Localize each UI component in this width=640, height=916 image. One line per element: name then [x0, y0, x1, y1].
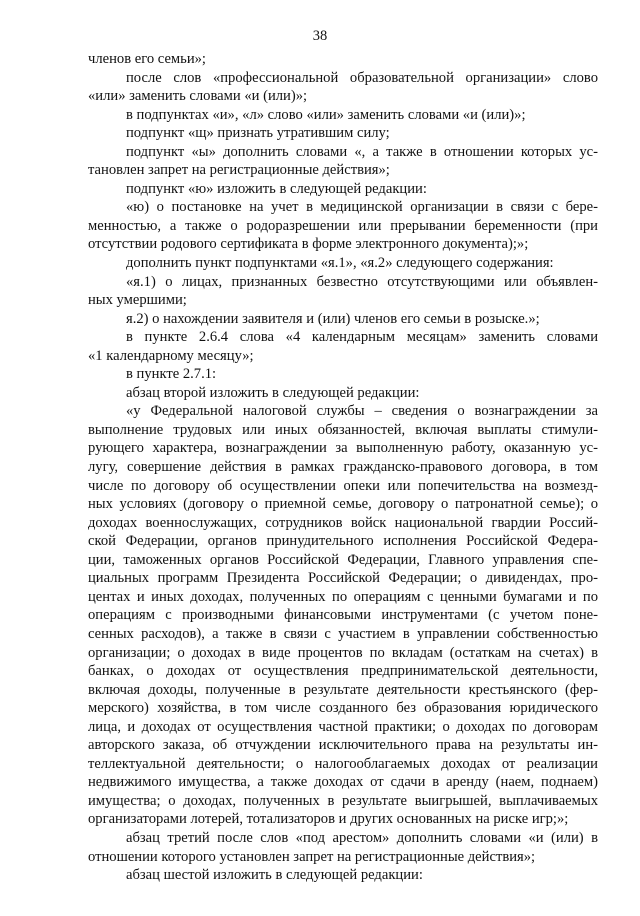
text-line: авторского заказа, об отчуждении исключительного права на результаты ин- — [88, 737, 598, 754]
text-line: отсутствии родового сертификата в форме электронного документа);»; — [88, 236, 529, 253]
text-line: ской Федерации, органов принудительного исполнения Российской Федера- — [88, 533, 598, 550]
text-line: теллектуальной деятельности; о налогооблагаемых доходах от реализации — [88, 755, 598, 772]
text-line: подпункт «ы» дополнить словами «, а также в отношении которых ус- — [126, 143, 598, 160]
text-line: доходах военнослужащих, сотрудников войск национальной гвардии Россий- — [88, 514, 598, 531]
text-line: числе по договору об осуществлении опеки или попечительства на возмезд- — [88, 477, 598, 494]
text-line: мерского) хозяйства, в том числе созданного без образования юридического — [88, 700, 598, 717]
text-line: в пункте 2.7.1: — [126, 366, 217, 383]
text-line: отношении которого установлен запрет на регистрационные действия»; — [88, 848, 536, 865]
text-line: «я.1) о лицах, признанных безвестно отсутствующими или объявлен- — [126, 273, 598, 290]
text-line: после слов «профессиональной образовательной организации» слово — [126, 69, 598, 86]
text-line: членов его семьи»; — [88, 51, 206, 67]
text-line: недвижимого имущества, а также доходах от сдачи в аренду (наем, поднаем) — [88, 774, 598, 791]
text-line: включая доходы, полученные в результате деятельности крестьянского (фер- — [88, 681, 598, 698]
text-line: организаторами лотерей, тотализаторов и других основанных на риске игр;»; — [88, 811, 569, 828]
page-number: 38 — [312, 28, 328, 44]
text-line: лугу, совершение действия в рамках гражданско-правового договора, в том — [88, 459, 598, 476]
text-line: циальных программ Президента Российской Федерации; о дивидендах, про- — [88, 570, 598, 587]
text-line: ных условиях (договору о приемной семье, договору о патронатной семье); о — [88, 496, 598, 513]
text-line: я.2) о нахождении заявителя и (или) членов его семьи в розыске.»; — [126, 310, 540, 327]
text-line: имущества; о доходах, полученных в результате выигрышей, выплачиваемых — [88, 792, 598, 809]
text-line: организации; о доходах в виде процентов по вкладам (остаткам на счетах) в — [88, 644, 598, 661]
text-line: центах и иных доходах, полученных по операциям с ценными бумагами и по — [88, 588, 598, 605]
text-line: абзац третий после слов «под арестом» дополнить словами «и (или) в — [126, 829, 598, 846]
text-line: рующего характера, вознаграждении за выполненную работу, оказанную ус- — [88, 440, 598, 457]
text-line: «1 календарному месяцу»; — [88, 347, 254, 364]
text-line: абзац второй изложить в следующей редакции: — [126, 384, 420, 401]
document-body — [88, 50, 598, 885]
text-line: сенных расходов), а также в связи с участием в управлении собственностью — [88, 625, 598, 642]
text-line: абзац шестой изложить в следующей редакции: — [126, 867, 423, 884]
text-line: «или» заменить словами «и (или)»; — [88, 88, 308, 105]
text-line: дополнить пункт подпунктами «я.1», «я.2» следующего содержания: — [126, 255, 554, 272]
text-line: ных умершими; — [88, 292, 187, 309]
text-line: операциям с производными финансовыми инструментами (с учетом поне- — [88, 607, 598, 624]
text-line: подпункт «ю» изложить в следующей редакции: — [126, 180, 427, 197]
text-line: «ю) о постановке на учет в медицинской организации в связи с бере- — [126, 199, 598, 216]
text-line: банках, о доходах от осуществления предпринимательской деятельности, — [88, 663, 598, 680]
text-line: менностью, а также о родоразрешении или прерывании беременности (при — [88, 217, 598, 234]
text-line: подпункт «щ» признать утратившим силу; — [126, 125, 390, 142]
text-line: выполнение трудовых или иных обязанностей, включая выплаты стимули- — [88, 421, 598, 438]
text-line: ции, таможенных органов Российской Федерации, Главного управления спе- — [88, 551, 598, 568]
text-line: лица, и доходах от осуществления частной практики; о доходах по договорам — [88, 718, 598, 735]
text-line: тановлен запрет на регистрационные действия»; — [88, 162, 390, 179]
text-line: «у Федеральной налоговой службы – сведения о вознаграждении за — [126, 403, 598, 420]
text-line: в пункте 2.6.4 слова «4 календарным месяцам» заменить словами — [126, 329, 598, 346]
text-line: в подпунктах «и», «л» слово «или» заменить словами «и (или)»; — [126, 106, 526, 123]
